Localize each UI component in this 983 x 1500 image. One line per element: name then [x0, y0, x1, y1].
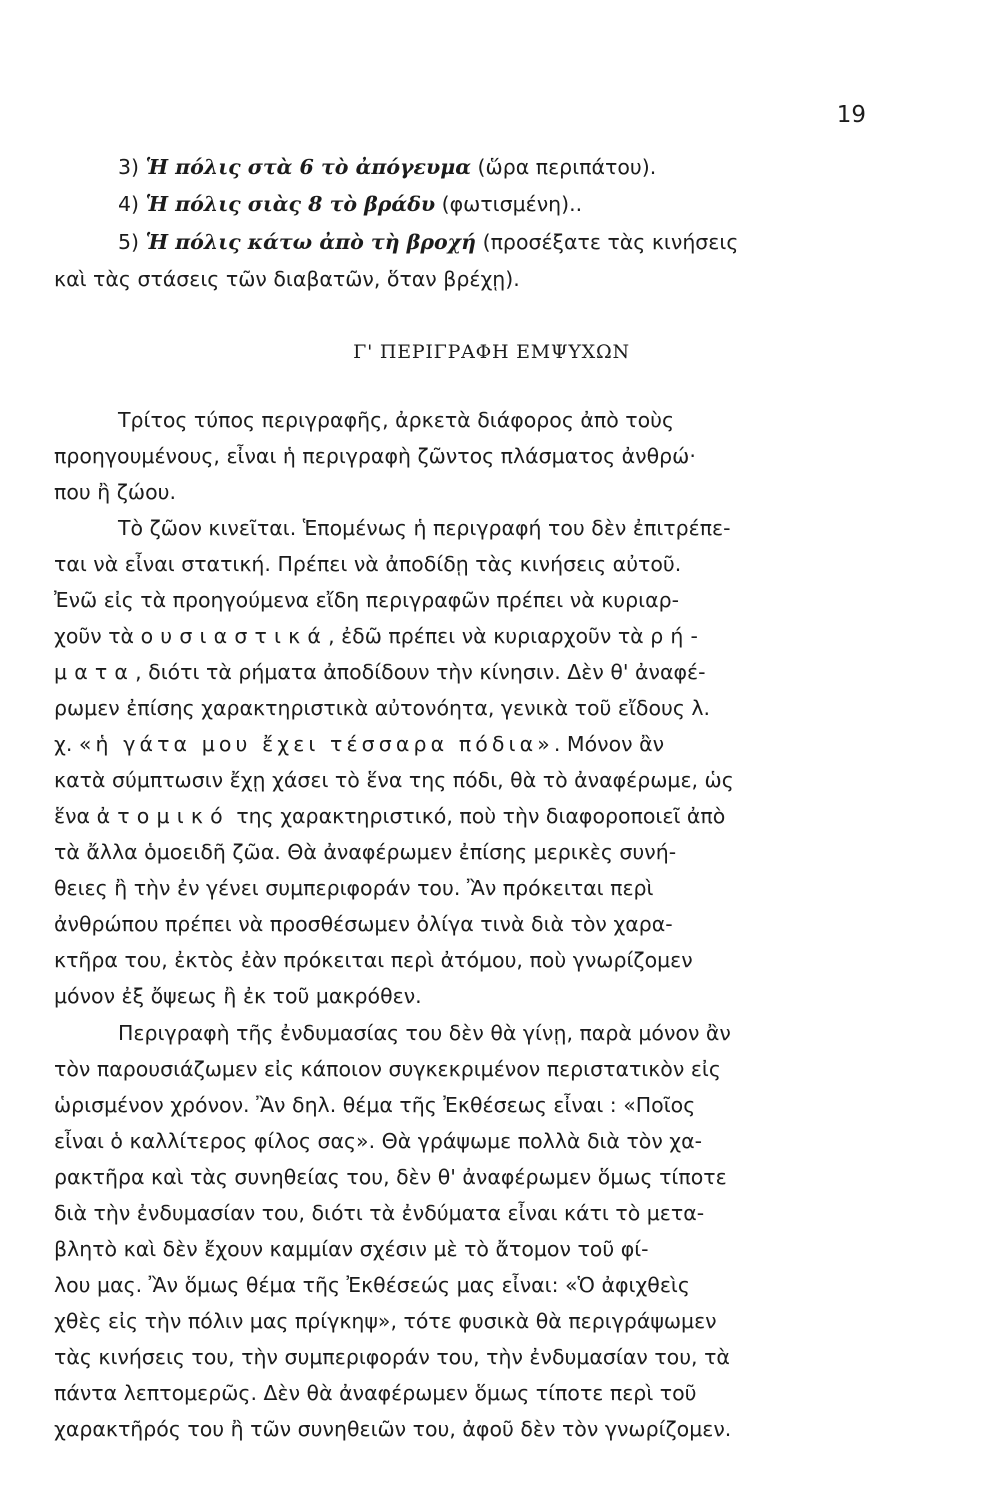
text-line: μόνον ἐξ ὄψεως ἢ ἐκ τοῦ μακρόθεν. — [54, 984, 422, 1008]
text-line: εἶναι ὁ καλλίτερος φίλος σας». Θὰ γράψωμε πολλὰ διὰ τὸν χα- — [54, 1129, 703, 1153]
text-line: ἕνα ἀτομικό της χαρακτηριστικό, ποὺ τὴν διαφοροποιεῖ ἀπὸ — [54, 804, 726, 828]
text-line: ματα, διότι τὰ ρήματα ἀποδίδουν τὴν κίνησιν. Δὲν θ' ἀναφέ- — [54, 660, 706, 684]
text-line: Τρίτος τύπος περιγραφῆς, ἀρκετὰ διάφορος ἀπὸ τοὺς — [118, 408, 675, 432]
text-line: τὰς κινήσεις του, τὴν συμπεριφοράν του, τὴν ἐνδυμασίαν του, τὰ — [54, 1345, 730, 1369]
text-line: τὸν παρουσιάζωμεν εἰς κάποιον συγκεκριμένον περιστατικὸν εἰς — [54, 1057, 721, 1081]
text-line: Περιγραφὴ τῆς ἐνδυμασίας του δὲν θὰ γίνῃ, παρὰ μόνον ἂν — [118, 1021, 731, 1045]
list-item-note: (ὥρα περιπάτου). — [477, 155, 657, 179]
list-item-number: 5) — [118, 230, 140, 254]
spaced-emphasis: «ἡ γάτα μου ἔχει τέσσαρα πόδια» — [78, 732, 554, 756]
text-line: Τὸ ζῶον κινεῖται. Ἑπομένως ἡ περιγραφή του δὲν ἐπιτρέπε- — [118, 516, 731, 540]
text-line: χθὲς εἰς τὴν πόλιν μας πρίγκηψ», τότε φυσικὰ θὰ περιγράψωμεν — [54, 1309, 717, 1333]
text-line: βλητὸ καὶ δὲν ἔχουν καμμίαν σχέσιν μὲ τὸ ἄτομον τοῦ φί- — [54, 1237, 649, 1261]
section-heading: Γ' ΠΕΡΙΓΡΑΦΗ ΕΜΨΥΧΩΝ — [353, 341, 630, 363]
spaced-emphasis: ματα — [54, 660, 136, 684]
text-line: ἀνθρώπου πρέπει νὰ προσθέσωμεν ὀλίγα τινὰ διὰ τὸν χαρα- — [54, 912, 673, 936]
spaced-emphasis: ἀτομικό — [96, 804, 230, 828]
text-line: θειες ἢ τὴν ἐν γένει συμπεριφοράν του. Ἂν πρόκειται περὶ — [54, 876, 654, 900]
text-line: τὰ ἄλλα ὁμοειδῆ ζῶα. Θὰ ἀναφέρωμεν ἐπίσης μερικὲς συνή- — [54, 840, 677, 864]
text-line: κατὰ σύμπτωσιν ἔχῃ χάσει τὸ ἕνα της πόδι, θὰ τὸ ἀναφέρωμε, ὡς — [54, 768, 734, 792]
list-item-title: Ἡ πόλις κάτω ἀπὸ τὴ βροχή — [145, 230, 477, 254]
list-continuation: καὶ τὰς στάσεις τῶν διαβατῶν, ὅταν βρέχῃ). — [54, 267, 520, 291]
text-line: κτῆρα του, ἐκτὸς ἐὰν πρόκειται περὶ ἀτόμου, ποὺ γνωρίζομεν — [54, 948, 693, 972]
text-line: χαρακτῆρός του ἢ τῶν συνηθειῶν του, ἀφοῦ δὲν τὸν γνωρίζομεν. — [54, 1417, 732, 1441]
text-line: χ. «ἡ γάτα μου ἔχει τέσσαρα πόδια». Μόνον ἂν — [54, 732, 665, 756]
text-line: Ἐνῶ εἰς τὰ προηγούμενα εἴδη περιγραφῶν πρέπει νὰ κυριαρ- — [54, 588, 680, 612]
text-line: ὡρισμένον χρόνον. Ἂν δηλ. θέμα τῆς Ἐκθέσεως εἶναι : «Ποῖος — [54, 1093, 696, 1117]
list-item — [118, 189, 582, 219]
list-item-note: (φωτισμένη).. — [441, 192, 583, 216]
text-line: προηγουμένους, εἶναι ἡ περιγραφὴ ζῶντος πλάσματος ἀνθρώ· — [54, 444, 696, 468]
spaced-emphasis: ρή- — [650, 624, 706, 648]
text-line: λου μας. Ἂν ὅμως θέμα τῆς Ἐκθέσεώς μας εἶναι: «Ὁ ἀφιχθεὶς — [54, 1273, 690, 1297]
text-line: χοῦν τὰ ουσιαστικά, ἐδῶ πρέπει νὰ κυριαρχοῦν τὰ ρή- — [54, 624, 706, 648]
list-item — [118, 152, 656, 182]
text-line: πάντα λεπτομερῶς. Δὲν θὰ ἀναφέρωμεν ὅμως τίποτε περὶ τοῦ — [54, 1381, 697, 1405]
list-item-title: Ἡ πόλις σιὰς 8 τὸ βράδυ — [145, 192, 436, 216]
list-item-note: (προσέξατε τὰς κινήσεις — [482, 230, 739, 254]
text-line: διὰ τὴν ἐνδυμασίαν του, διότι τὰ ἐνδύματα εἶναι κάτι τὸ μετα- — [54, 1201, 705, 1225]
text-line: ρωμεν ἐπίσης χαρακτηριστικὰ αὐτονόητα, γενικὰ τοῦ εἴδους λ. — [54, 696, 711, 720]
text-line: ρακτῆρα καὶ τὰς συνηθείας του, δὲν θ' ἀναφέρωμεν ὅμως τίποτε — [54, 1165, 727, 1189]
list-item-number: 3) — [118, 155, 140, 179]
text-line: ται νὰ εἶναι στατική. Πρέπει νὰ ἀποδίδῃ τὰς κινήσεις αὐτοῦ. — [54, 552, 682, 576]
list-item — [118, 227, 738, 257]
page-number: 19 — [836, 102, 866, 128]
list-item-number: 4) — [118, 192, 140, 216]
list-item-title: Ἡ πόλις στὰ 6 τὸ ἀπόγευμα — [145, 155, 472, 179]
spaced-emphasis: ουσιαστικά — [140, 624, 329, 648]
text-line: που ἢ ζώου. — [54, 480, 177, 504]
